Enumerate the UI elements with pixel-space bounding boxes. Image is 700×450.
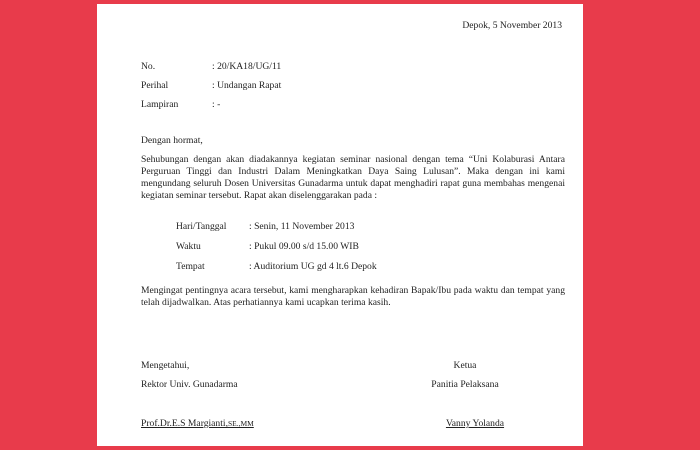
greeting: Dengan hormat,: [141, 135, 203, 146]
meta-label-subject: Perihal: [141, 80, 169, 91]
signature-left-title: Rektor Univ. Gunadarma: [141, 379, 238, 390]
signature-right-heading: Ketua: [453, 360, 477, 371]
detail-value-date: : Senin, 11 November 2013: [249, 221, 355, 232]
meta-value-attachment: : -: [212, 99, 221, 110]
signature-right-name: Vanny Yolanda: [445, 418, 505, 429]
meta-label-number: No.: [141, 61, 156, 72]
signature-left-name: [141, 418, 254, 430]
detail-label-date: Hari/Tanggal: [176, 221, 227, 232]
detail-label-time: Waktu: [176, 241, 201, 252]
detail-label-place: Tempat: [176, 261, 205, 272]
meta-value-subject: : Undangan Rapat: [212, 80, 282, 91]
letter-date: Depok, 5 November 2013: [462, 20, 562, 31]
signature-right-title: Panitia Pelaksana: [431, 379, 499, 390]
closing-paragraph: Mengingat pentingnya acara tersebut, kami mengharapkan kehadiran Bapak/Ibu pada waktu dan tempat yang telah dijadwalkan. Atas perhatiannya kami ucapkan terima kasih.: [141, 285, 565, 308]
meta-label-attachment: Lampiran: [141, 99, 179, 110]
meta-value-number: : 20/KA18/UG/11: [212, 61, 282, 72]
signature-left-name-main: Prof.Dr.E.S Margianti,: [141, 418, 228, 429]
body-paragraph: Sehubungan dengan akan diadakannya kegiatan seminar nasional dengan tema “Uni Kolaburasi Antara Perguruan Tinggi dan Industri Dalam Meningkatkan Daya Saing Lulusan”. Maka dengan ini kami mengundang seluruh Dosen Universitas Gunadarma untuk dapat menghadiri rapat guna membahas mengenai kegiatan seminar tersebut. Rapat akan diselenggarakan pada :: [141, 154, 565, 201]
detail-value-place: : Auditorium UG gd 4 lt.6 Depok: [249, 261, 377, 272]
signature-left-name-suffix: SE.,MM: [227, 419, 254, 428]
signature-left-heading: Mengetahui,: [141, 360, 190, 371]
detail-value-time: : Pukul 09.00 s/d 15.00 WIB: [249, 241, 359, 252]
letter-page: [97, 4, 583, 446]
